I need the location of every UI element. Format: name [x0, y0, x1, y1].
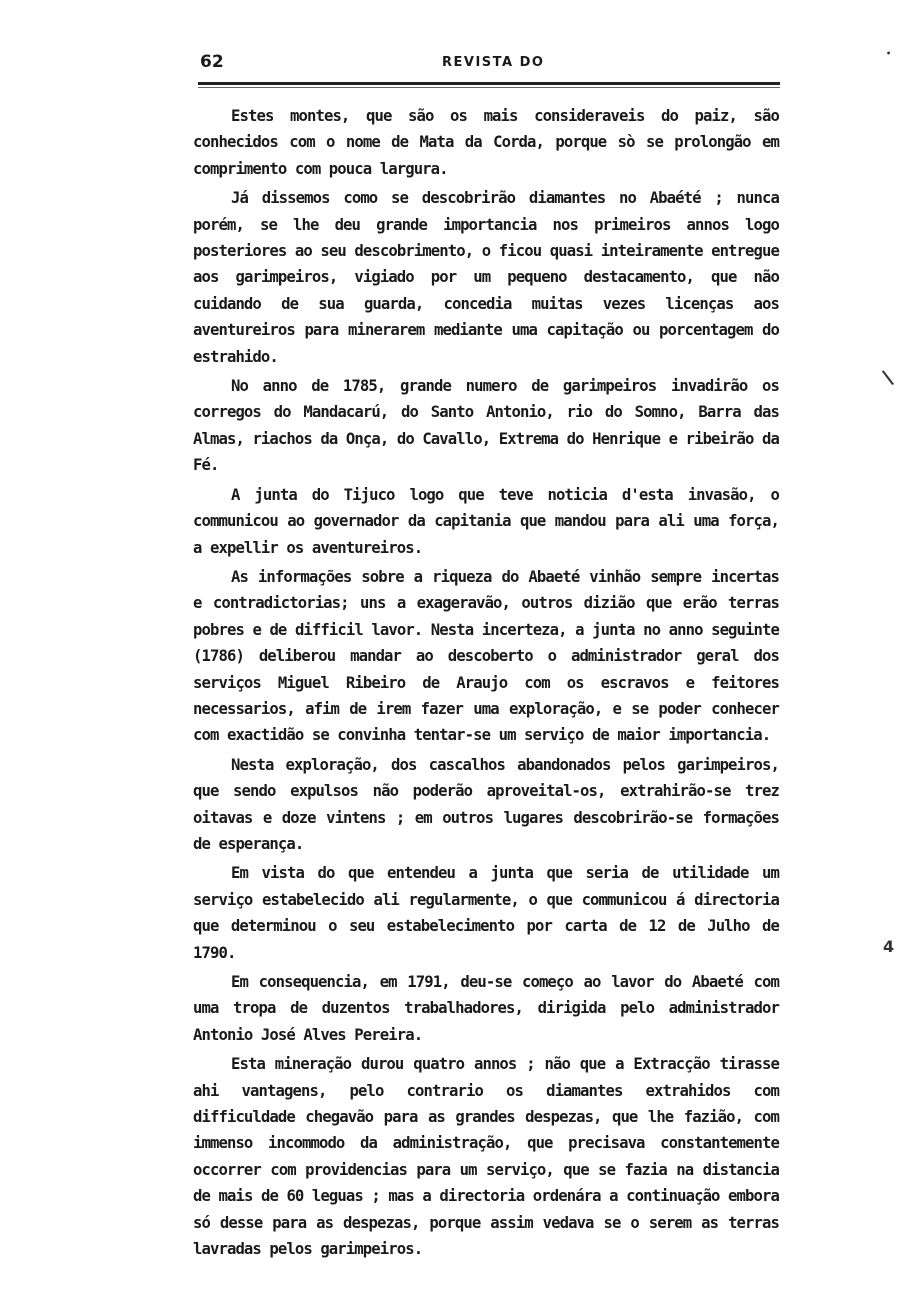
paragraph-2: Já dissemos como se descobrirão diamantes no Abaété ; nunca porém, se lhe deu grande importancia nos primeiros annos logo posteriores ao seu descobrimento, o ficou quasi inteiramente entregue aos garimpeiros, vigiado por um pequeno destacamento, que não cuidando de sua guarda, concedia muitas vezes licenças aos aventureiros para minerarem mediante uma capitação ou porcentagem do estrahido.	[193, 189, 779, 366]
paragraph-9: Esta mineração durou quatro annos ; não que a Extracção tirasse ahi vantagens, pelo contrario os diamantes extrahidos com difficuldade chegavão para as grandes despezas, que lhe fazião, com immenso incommodo da administração, que precisava constantemente occorrer com providencias para um serviço, que se fazia na distancia de mais de 60 leguas ; mas a directoria ordenára a continuação embora só desse para as despezas, porque assim vedava se o serem as terras lavradas pelos garimpeiros.	[193, 1055, 779, 1259]
header-rule	[198, 82, 780, 85]
paragraph-1: Estes montes, que são os mais consideraveis do paiz, são conhecidos com o nome de Mata da Corda, porque sò se prolongão em comprimento com pouca largura.	[193, 107, 779, 178]
margin-number: 4	[883, 937, 895, 956]
running-head: REVISTA DO	[442, 55, 545, 70]
page-number: 62	[200, 52, 224, 72]
margin-tick: \	[880, 364, 896, 390]
paragraph-5: As informações sobre a riqueza do Abaeté vinhão sempre incertas e contradictorias; uns a exageravão, outros dizião que erão terras pobres e de difficil lavor. Nesta incerteza, a junta no anno seguinte (1786) deliberou mandar ao descoberto o administrador geral dos serviços Miguel Ribeiro de Araujo com os escravos e feitores necessarios, afim de irem fazer uma exploração, e se poder conhecer com exactidão se convinha tentar-se um serviço de maior importancia.	[193, 567, 779, 745]
paragraph-3: No anno de 1785, grande numero de garimpeiros invadirão os corregos do Mandacarú, do Santo Antonio, rio do Somno, Barra das Almas, riachos da Onça, do Cavallo, Extrema do Henrique e ribeirão da Fé.	[193, 377, 779, 475]
body-text	[193, 103, 779, 1265]
margin-dot: •	[886, 48, 892, 58]
paragraph-6: Nesta exploração, dos cascalhos abandonados pelos garimpeiros, que sendo expulsos não poderão aproveital-os, extrahirão-se trez oitavas e doze vintens ; em outros lugares descobrirão-se formações de esperança.	[193, 755, 779, 853]
paragraph-4: A junta do Tijuco logo que teve noticia d'esta invasão, o communicou ao governador da capitania que mandou para ali uma força, a expellir os aventureiros.	[193, 485, 779, 557]
paragraph-8: Em consequencia, em 1791, deu-se começo ao lavor do Abaeté com uma tropa de duzentos trabalhadores, dirigida pelo administrador Antonio José Alves Pereira.	[193, 973, 779, 1044]
page-header	[200, 52, 782, 78]
paragraph-7: Em vista do que entendeu a junta que seria de utilidade um serviço estabelecido ali regularmente, o que communicou á directoria que determinou o seu estabelecimento por carta de 12 de Julho de 1790.	[193, 864, 779, 962]
